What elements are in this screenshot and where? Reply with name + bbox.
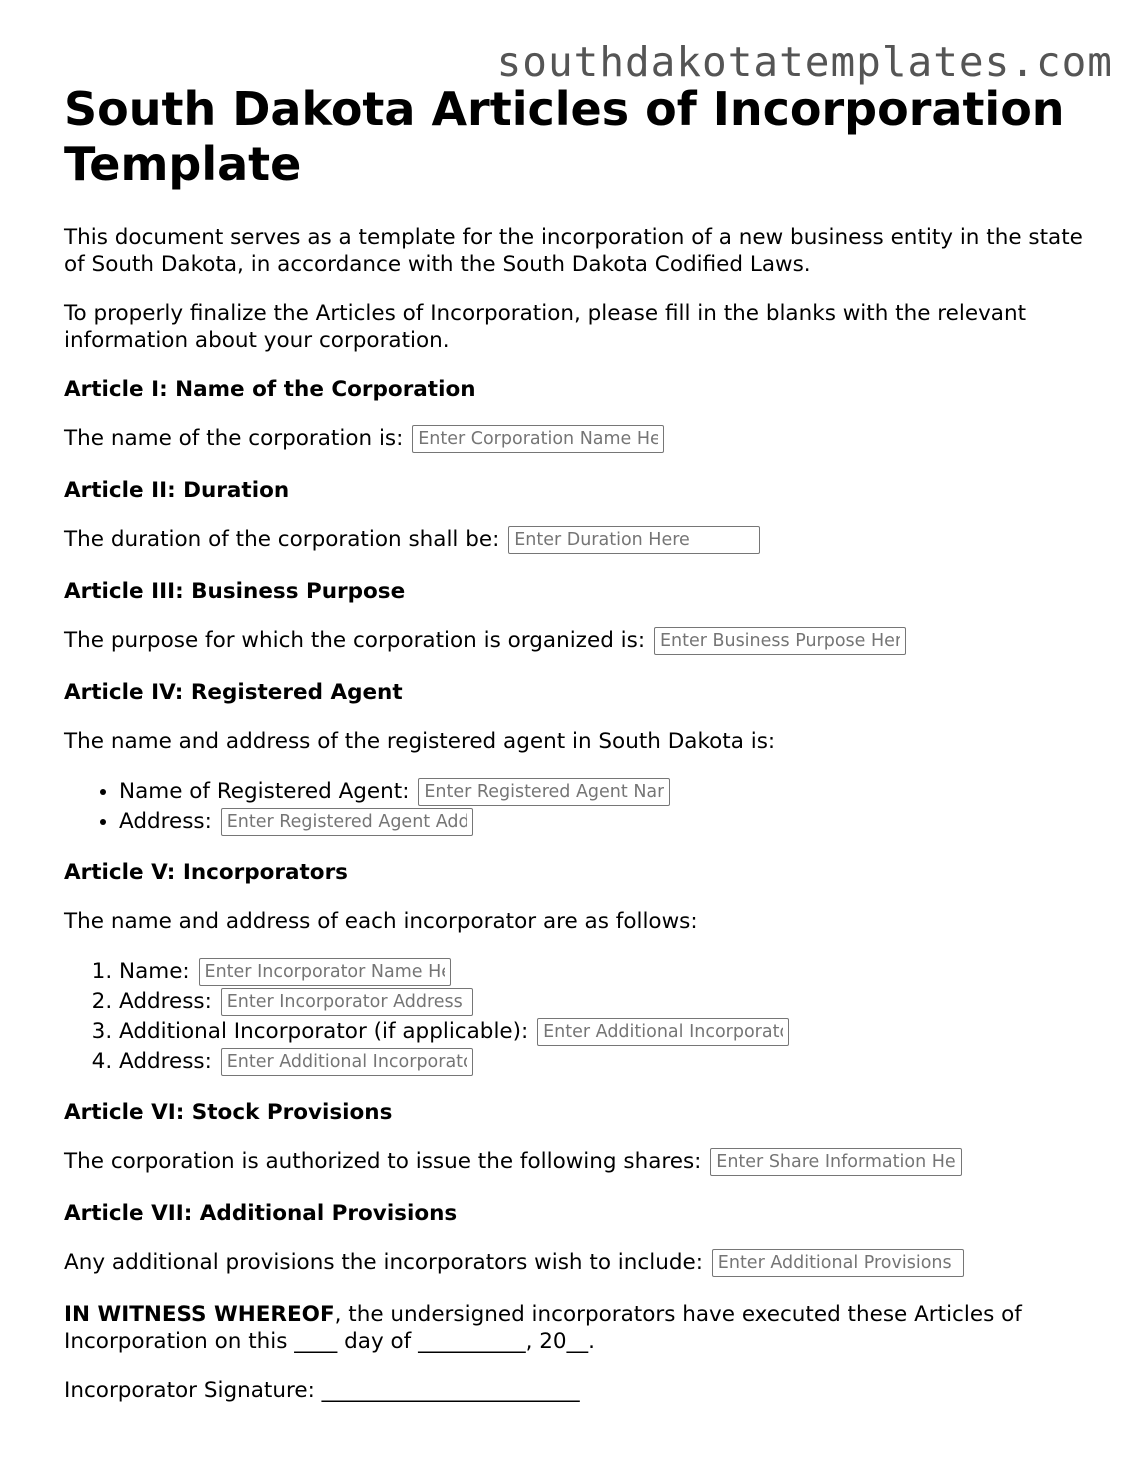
page-title: South Dakota Articles of Incorporation Template: [64, 82, 1065, 191]
article-3-text: The purpose for which the corporation is organized is:: [64, 628, 646, 653]
additional-incorporator-address-label: Address:: [119, 1049, 212, 1074]
registered-agent-name-label: Name of Registered Agent:: [119, 779, 410, 804]
article-1-heading: Article I: Name of the Corporation: [64, 377, 476, 402]
signature-line: Incorporator Signature: ________________________: [64, 1378, 580, 1403]
article-3-heading: Article III: Business Purpose: [64, 579, 406, 604]
article-2-row: [64, 526, 1084, 554]
witness-bold: IN WITNESS WHEREOF: [64, 1302, 335, 1327]
additional-incorporator-address-input[interactable]: [221, 1048, 473, 1076]
article-1-text: The name of the corporation is:: [64, 426, 404, 451]
article-2-heading: Article II: Duration: [64, 478, 290, 503]
article-5-text: The name and address of each incorporator are as follows:: [64, 909, 698, 934]
additional-provisions-input[interactable]: [712, 1249, 964, 1277]
registered-agent-list: [64, 777, 1084, 837]
witness-paragraph: [64, 1301, 1084, 1355]
share-information-input[interactable]: [710, 1148, 962, 1176]
list-item: [119, 957, 1084, 987]
article-3-row: [64, 627, 1084, 655]
list-item: [119, 987, 1084, 1017]
article-6-text: The corporation is authorized to issue the following shares:: [64, 1149, 702, 1174]
site-watermark: southdakotatemplates.com: [496, 38, 1113, 86]
list-item: [119, 807, 1084, 837]
article-2-text: The duration of the corporation shall be:: [64, 527, 500, 552]
registered-agent-address-input[interactable]: [221, 808, 473, 836]
witness-text: , the undersigned incorporators have executed these Articles of Incorporation on this ____ day of __________, 20__.: [64, 1302, 1022, 1354]
intro-paragraph-1: This document serves as a template for the incorporation of a new business entity in the state of South Dakota, in accordance with the South Dakota Codified Laws.: [64, 225, 1083, 277]
article-6-row: [64, 1148, 1084, 1176]
corporation-name-input[interactable]: [412, 425, 664, 453]
incorporators-list: [64, 957, 1084, 1077]
registered-agent-name-input[interactable]: [418, 778, 670, 806]
article-7-heading: Article VII: Additional Provisions: [64, 1201, 458, 1226]
article-7-text: Any additional provisions the incorporators wish to include:: [64, 1250, 703, 1275]
incorporator-address-input[interactable]: [221, 988, 473, 1016]
article-7-row: [64, 1249, 1084, 1277]
article-6-heading: Article VI: Stock Provisions: [64, 1100, 393, 1125]
list-item: [119, 777, 1084, 807]
business-purpose-input[interactable]: [654, 627, 906, 655]
intro-paragraph-2: To properly finalize the Articles of Incorporation, please fill in the blanks with the relevant information about your corporation.: [64, 301, 1027, 353]
list-item: [119, 1017, 1084, 1047]
additional-incorporator-label: Additional Incorporator (if applicable):: [119, 1019, 529, 1044]
incorporator-name-input[interactable]: [199, 958, 451, 986]
registered-agent-address-label: Address:: [119, 809, 212, 834]
article-1-row: [64, 425, 1084, 453]
article-4-text: The name and address of the registered agent in South Dakota is:: [64, 729, 776, 754]
duration-input[interactable]: [508, 526, 760, 554]
document-body: [64, 82, 1084, 1426]
incorporator-address-label: Address:: [119, 989, 212, 1014]
additional-incorporator-input[interactable]: [537, 1018, 789, 1046]
article-4-heading: Article IV: Registered Agent: [64, 680, 403, 705]
incorporator-name-label: Name:: [119, 959, 190, 984]
article-5-heading: Article V: Incorporators: [64, 860, 348, 885]
list-item: [119, 1047, 1084, 1077]
